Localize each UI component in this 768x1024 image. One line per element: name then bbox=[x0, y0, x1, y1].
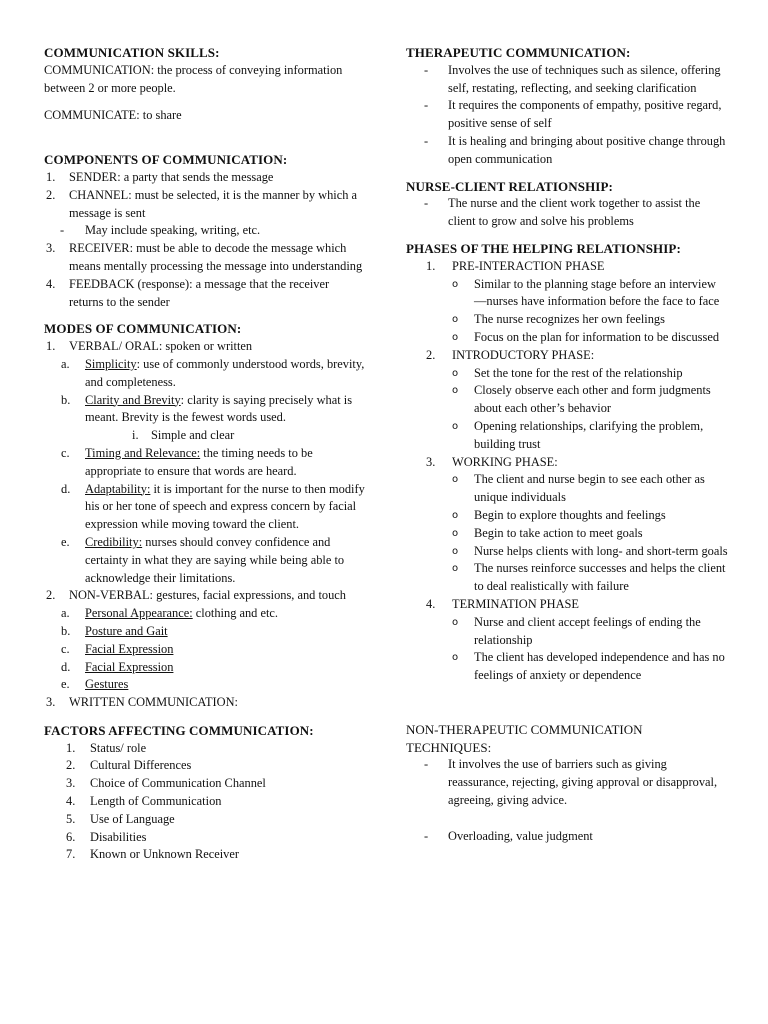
list-item-nonverbal: 2. NON-VERBAL: gestures, facial expressions, and touch bbox=[46, 588, 347, 603]
list-item: o Focus on the plan for information to be discussed bbox=[452, 329, 720, 344]
left-column bbox=[44, 44, 366, 864]
list-item: o Set the tone for the rest of the relationship bbox=[452, 365, 683, 380]
list-item: o The nurses reinforce successes and helps the client to deal realistically with failure bbox=[452, 561, 726, 594]
list-item: - It requires the components of empathy, positive regard, positive sense of self bbox=[424, 98, 722, 131]
heading-therapeutic: THERAPEUTIC COMMUNICATION: bbox=[406, 45, 631, 60]
list-item: o Opening relationships, clarifying the problem, building trust bbox=[452, 418, 704, 451]
phase-title: 4. TERMINATION PHASE bbox=[426, 596, 580, 611]
list-item: c. Timing and Relevance: the timing needs to be appropriate to ensure that words are heard. bbox=[61, 445, 313, 478]
phase-title: 3. WORKING PHASE: bbox=[426, 454, 558, 469]
list-item-verbal: 1. VERBAL/ ORAL: spoken or written bbox=[46, 339, 253, 354]
list-item: d. Facial Expression bbox=[61, 659, 174, 674]
list-item: c. Facial Expression bbox=[61, 641, 174, 656]
heading-modes: MODES OF COMMUNICATION: bbox=[44, 321, 242, 337]
list-item: o Begin to take action to meet goals bbox=[452, 525, 643, 540]
list-item: 5. Use of Language bbox=[66, 811, 175, 826]
list-item: - It involves the use of barriers such as giving reassurance, rejecting, giving approval or disapproval, agreeing, giving advice. bbox=[424, 757, 718, 808]
list-item: b. Clarity and Brevity: clarity is saying precisely what is meant. Brevity is the fewest words used. bbox=[61, 392, 353, 425]
list-item: - Involves the use of techniques such as silence, offering self, restating, reflecting, and seeking clarification bbox=[424, 62, 721, 95]
list-item: b. Posture and Gait bbox=[61, 623, 168, 638]
heading-factors: FACTORS AFFECTING COMMUNICATION: bbox=[44, 722, 314, 738]
list-item: 1. SENDER: a party that sends the message bbox=[46, 169, 274, 184]
list-item: e. Gestures bbox=[61, 677, 129, 692]
definition-communication: COMMUNICATION: the process of conveying information between 2 or more people. bbox=[44, 62, 343, 95]
heading-phases: PHASES OF THE HELPING RELATIONSHIP: bbox=[406, 240, 681, 256]
list-item: o Nurse helps clients with long- and short-term goals bbox=[452, 543, 728, 558]
list-item: 2. Cultural Differences bbox=[66, 758, 192, 773]
list-item: o The client has developed independence and has no feelings of anxiety or dependence bbox=[452, 650, 725, 683]
right-column bbox=[406, 44, 728, 846]
list-item: 3. Choice of Communication Channel bbox=[66, 776, 266, 791]
definition-communicate: COMMUNICATE: to share bbox=[44, 108, 182, 123]
list-item: 6. Disabilities bbox=[66, 829, 147, 844]
list-item: 1. Status/ role bbox=[66, 740, 147, 755]
list-item: - It is healing and bringing about positive change through open communication bbox=[424, 133, 726, 166]
list-item: d. Adaptability: it is important for the nurse to then modify his or her tone of speech and express concern by facial expression while moving toward the client. bbox=[61, 481, 365, 532]
list-item: 2. CHANNEL: must be selected, it is the manner by which a message is sent bbox=[46, 187, 358, 220]
list-item: o Closely observe each other and form judgments about each other’s behavior bbox=[452, 383, 711, 416]
list-item: - Overloading, value judgment bbox=[424, 828, 593, 843]
list-item: 4. Length of Communication bbox=[66, 794, 222, 809]
list-item: - The nurse and the client work together to assist the client to grow and solve his problems bbox=[424, 196, 701, 229]
list-item: o Similar to the planning stage before an interview—nurses have information before the face to face bbox=[452, 276, 720, 309]
list-item: o The nurse recognizes her own feelings bbox=[452, 312, 665, 327]
heading-communication-skills: COMMUNICATION SKILLS: bbox=[44, 45, 220, 60]
list-item: i. Simple and clear bbox=[132, 428, 235, 443]
list-item: o The client and nurse begin to see each other as unique individuals bbox=[452, 472, 705, 505]
list-item: e. Credibility: nurses should convey confidence and certainty in what they are saying while being able to acknowledge their limitations. bbox=[61, 534, 345, 585]
heading-non-therapeutic: NON-THERAPEUTIC COMMUNICATION TECHNIQUES: bbox=[406, 721, 643, 755]
list-item: o Nurse and client accept feelings of ending the relationship bbox=[452, 614, 701, 647]
list-item: a. Simplicity: use of commonly understood words, brevity, and completeness. bbox=[61, 356, 365, 389]
list-item: a. Personal Appearance: clothing and etc. bbox=[61, 606, 279, 621]
heading-nurse-client: NURSE-CLIENT RELATIONSHIP: bbox=[406, 178, 613, 194]
list-item: 3. RECEIVER: must be able to decode the message which means mentally processing the message into understanding bbox=[46, 241, 363, 273]
list-item: o Begin to explore thoughts and feelings bbox=[452, 507, 666, 522]
heading-components: COMPONENTS OF COMMUNICATION: bbox=[44, 152, 288, 168]
phase-title: 2. INTRODUCTORY PHASE: bbox=[426, 347, 595, 362]
phase-title: 1. PRE-INTERACTION PHASE bbox=[426, 258, 605, 273]
list-item: - May include speaking, writing, etc. bbox=[60, 223, 261, 238]
list-item: 7. Known or Unknown Receiver bbox=[66, 847, 239, 862]
list-item: 4. FEEDBACK (response): a message that the receiver returns to the sender bbox=[46, 276, 330, 309]
list-item-written: 3. WRITTEN COMMUNICATION: bbox=[46, 695, 238, 710]
